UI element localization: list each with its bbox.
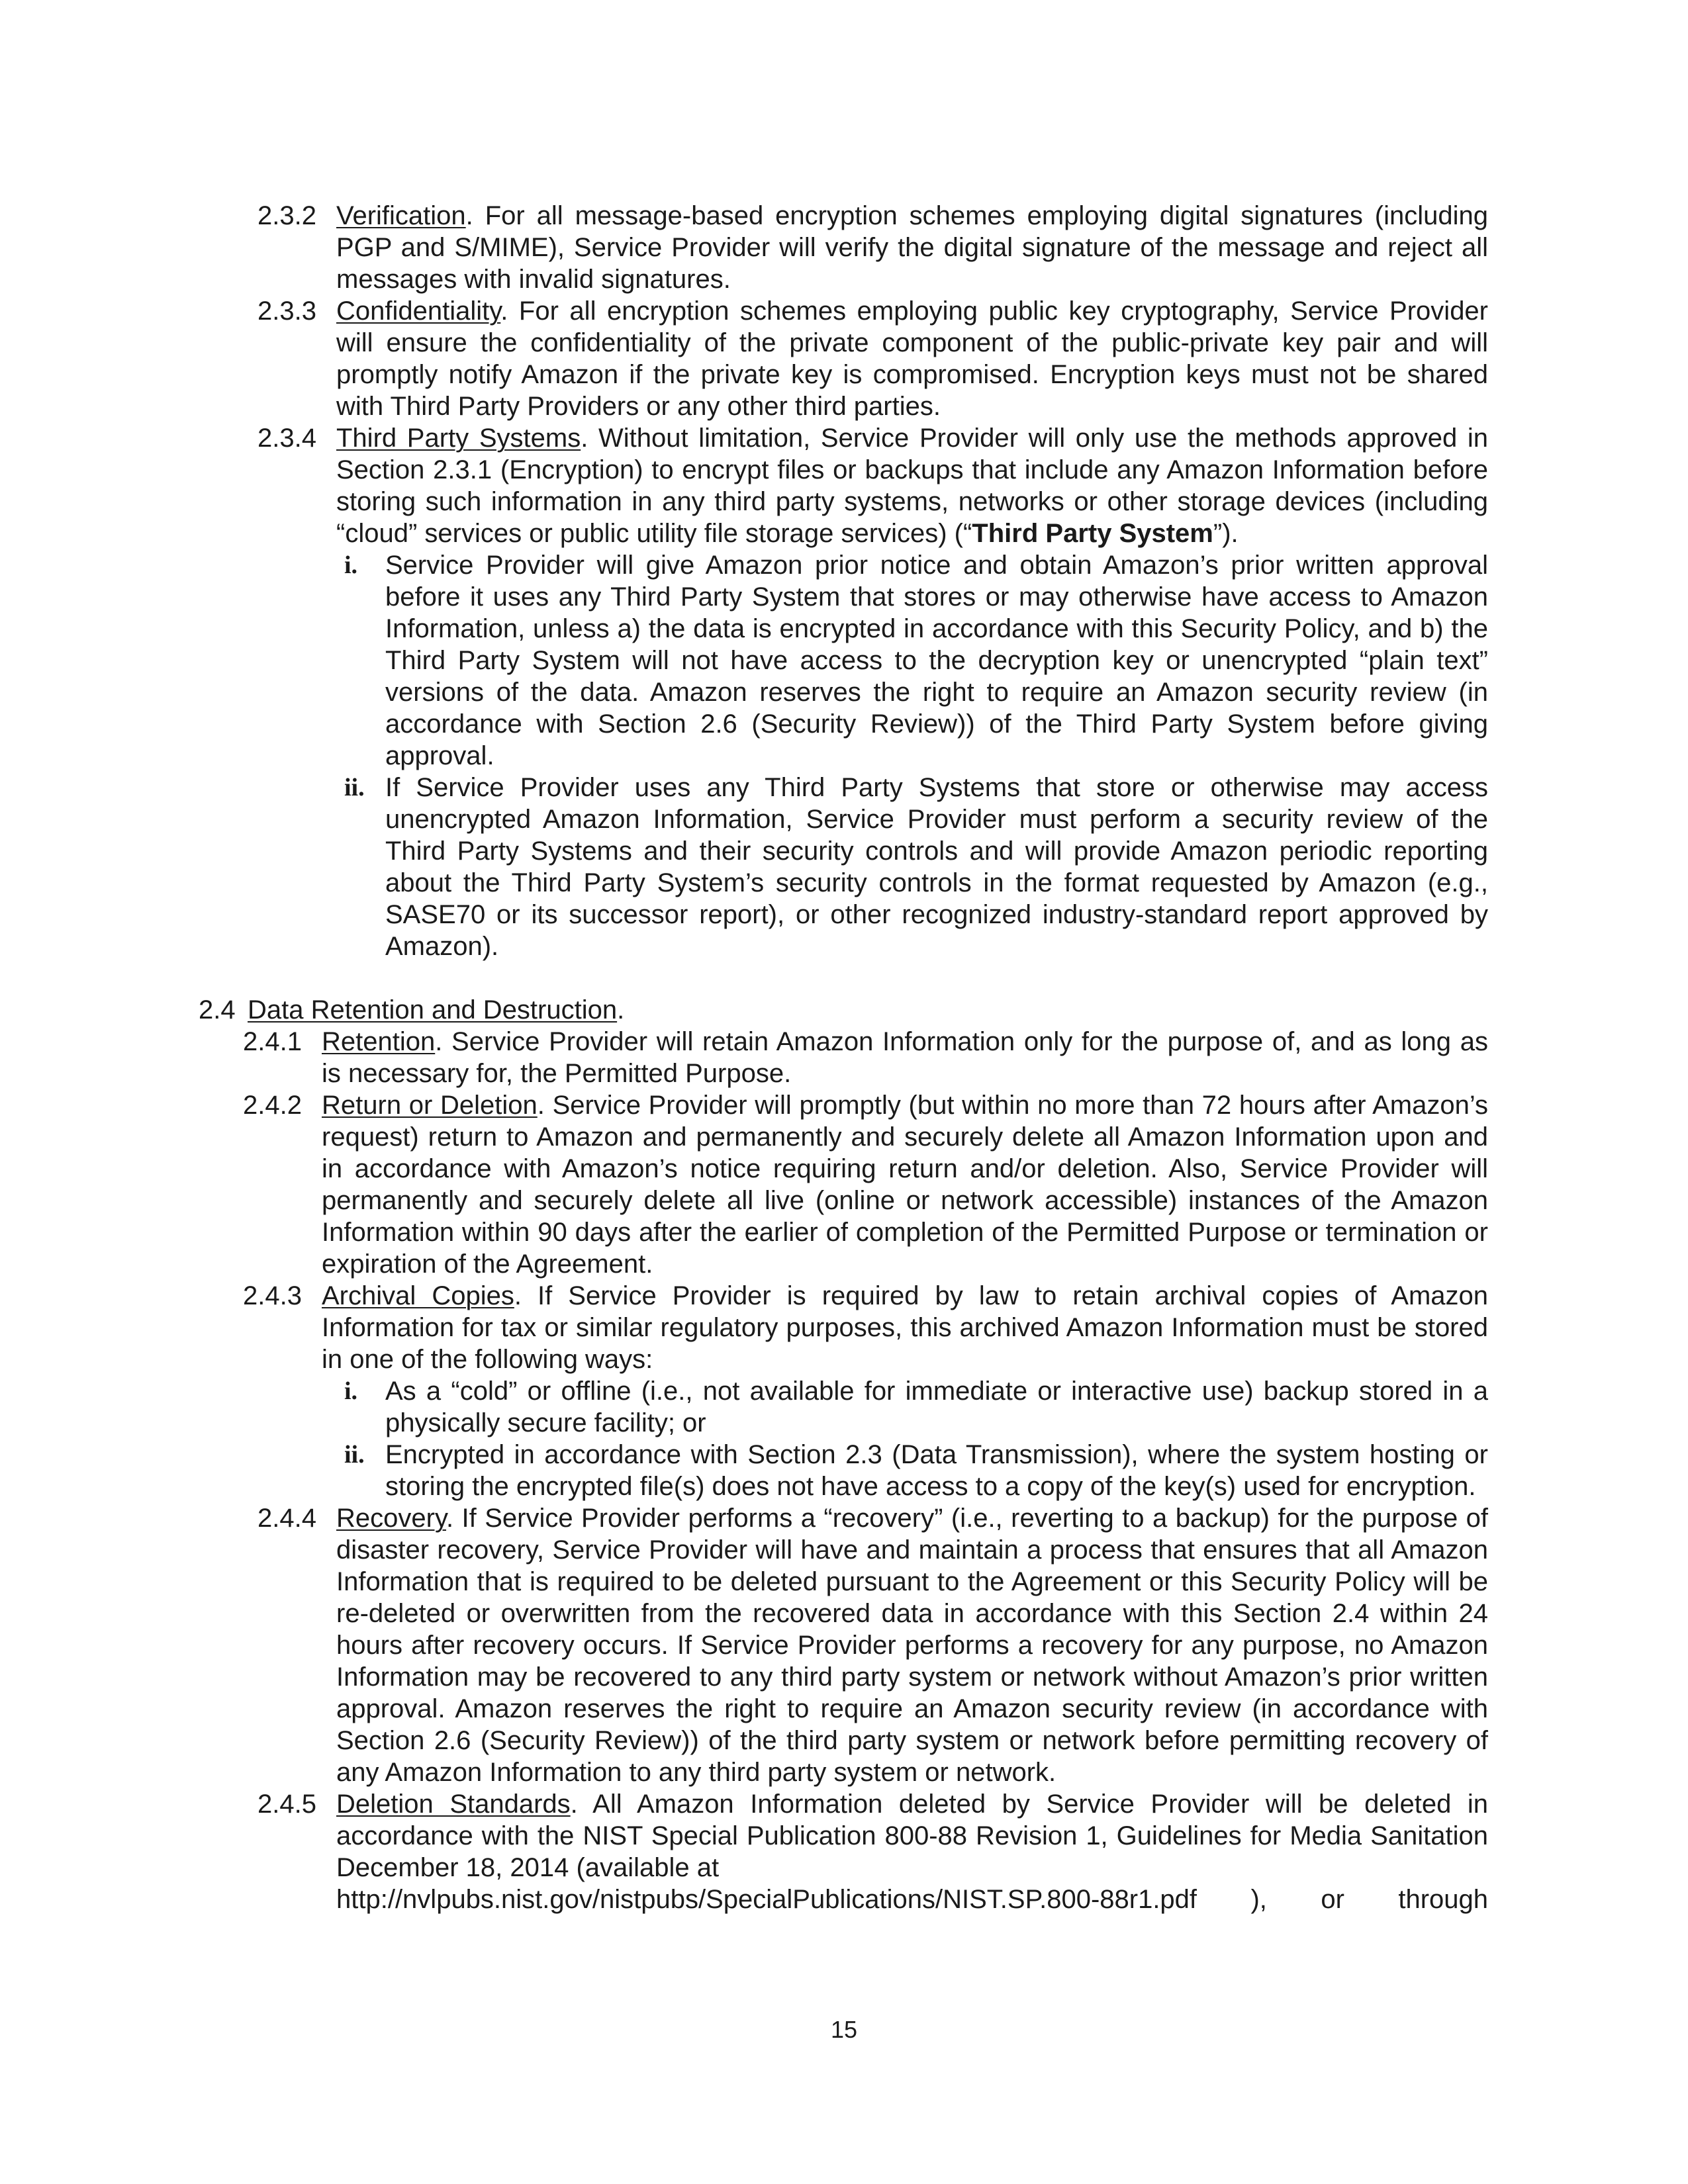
section-text: . If Service Provider is required by law to retain archival copies of Amazon Information for tax or similar regulatory purposes, this archived Amazon Information must be stored in one of the following ways: (322, 1281, 1489, 1374)
section-2-4-3 (0, 1280, 1488, 1375)
page-number: 15 (830, 2016, 858, 2043)
section-title: Data Retention and Destruction (248, 995, 618, 1024)
section-text-end: ”). (1213, 519, 1239, 548)
list-marker: i. (344, 551, 358, 579)
section-2-3-4 (0, 422, 1488, 549)
list-item (0, 549, 1488, 772)
section-text: . Service Provider will retain Amazon Information only for the purpose of, and as long as is necessary for, the Permitted Purpose. (322, 1027, 1488, 1088)
url-or: or (1321, 1885, 1344, 1914)
section-text: . Without limitation, Service Provider will only use the methods approved in Section 2.3.1 (Encryption) to encrypt files or backups that include any Amazon Information before storing such information in any third party systems, networks or other storage devices (including “cloud” services or public utility file storage services) (“ (336, 424, 1488, 548)
section-number: 2.4 (199, 995, 236, 1024)
section-number: 2.3.3 (258, 296, 316, 326)
section-title: Archival Copies (322, 1281, 514, 1310)
section-2-4-2 (0, 1089, 1488, 1280)
spacer (0, 962, 1688, 994)
section-2-3-2 (0, 200, 1488, 295)
list-item-text: If Service Provider uses any Third Party Systems that store or otherwise may access unencrypted Amazon Information, Service Provider must perform a security review of the Third Party Systems and their security controls and will provide Amazon periodic reporting about the Third Party System’s security controls in the format requested by Amazon (e.g., SASE70 or its successor report), or other recognized industry-standard report approved by Amazon). (385, 773, 1488, 961)
section-title: Deletion Standards (336, 1790, 571, 1819)
list-item (0, 1375, 1488, 1439)
section-title: Verification (336, 201, 466, 230)
section-2-4-5 (0, 1788, 1488, 1915)
section-text: . For all message-based encryption schemes employing digital signatures (including PGP and S/MIME), Service Provider will verify the digital signature of the message and reject all messages with invalid signatures. (336, 201, 1488, 294)
section-number: 2.4.1 (243, 1027, 302, 1056)
nist-url: http://nvlpubs.nist.gov/nistpubs/SpecialPublications/NIST.SP.800-88r1.pdf (336, 1885, 1197, 1914)
list-item-text: As a “cold” or offline (i.e., not available for immediate or interactive use) backup stored in a physically secure facility; or (385, 1377, 1488, 1437)
section-number: 2.4.2 (243, 1091, 302, 1120)
url-close: ), (1250, 1885, 1267, 1914)
section-number: 2.3.4 (258, 424, 316, 453)
section-title: Return or Deletion (322, 1091, 538, 1120)
section-text: . For all encryption schemes employing public key cryptography, Service Provider will ensure the confidentiality of the private component of the public-private key pair and will promptly notify Amazon if the private key is compromised. Encryption keys must not be shared with Third Party Providers or any other third parties. (336, 296, 1488, 421)
section-text: . Service Provider will promptly (but within no more than 72 hours after Amazon’s request) return to Amazon and permanently and securely delete all Amazon Information upon and in accordance with Amazon’s notice requiring return and/or deletion. Also, Service Provider will permanently and securely delete all live (online or network accessible) instances of the Amazon Information within 90 days after the earlier of completion of the Permitted Purpose or termination or expiration of the Agreement. (322, 1091, 1489, 1279)
section-text: . If Service Provider performs a “recovery” (i.e., reverting to a backup) for the purpose of disaster recovery, Service Provider will have and maintain a process that ensures that all Amazon Information that is required to be deleted pursuant to the Agreement or this Security Policy will be re-deleted or overwritten from the recovered data in accordance with this Section 2.4 within 24 hours after recovery occurs. If Service Provider performs a recovery for any purpose, no Amazon Information may be recovered to any third party system or network without Amazon’s prior written approval. Amazon reserves the right to require an Amazon security review (in accordance with Section 2.6 (Security Review)) of the third party system or network before permitting recovery of any Amazon Information to any third party system or network. (336, 1504, 1488, 1787)
section-title: Recovery (336, 1504, 446, 1533)
url-line (336, 1884, 1488, 1915)
list-item-text: Service Provider will give Amazon prior notice and obtain Amazon’s prior written approval before it uses any Third Party System that stores or may otherwise have access to Amazon Information, unless a) the data is encrypted in accordance with this Security Policy, and b) the Third Party System will not have access to the decryption key or unencrypted “plain text” versions of the data. Amazon reserves the right to require an Amazon security review (in accordance with Section 2.6 (Security Review)) of the Third Party System before giving approval. (385, 551, 1488, 770)
list-marker: i. (344, 1377, 358, 1405)
section-number: 2.4.4 (258, 1504, 316, 1533)
document-body (0, 200, 1688, 1915)
section-number: 2.3.2 (258, 201, 316, 230)
list-marker: ii. (344, 774, 365, 801)
defined-term: Third Party System (972, 519, 1213, 548)
section-text-end: . (617, 995, 625, 1024)
section-title: Third Party Systems (336, 424, 581, 453)
section-title: Retention (322, 1027, 436, 1056)
section-2-3-3 (0, 295, 1488, 422)
list-item-text: Encrypted in accordance with Section 2.3 (Data Transmission), where the system hosting or storing the encrypted file(s) does not have access to a copy of the key(s) used for encryption. (385, 1440, 1488, 1501)
section-2-4 (0, 994, 1488, 1026)
list-marker: ii. (344, 1441, 365, 1469)
section-2-4-4 (0, 1502, 1488, 1788)
url-through: through (1398, 1885, 1488, 1914)
section-title: Confidentiality (336, 296, 501, 326)
section-number: 2.4.5 (258, 1790, 316, 1819)
section-number: 2.4.3 (243, 1281, 302, 1310)
section-2-4-1 (0, 1026, 1488, 1089)
list-item (0, 1439, 1488, 1502)
list-item (0, 772, 1488, 962)
section-text: . All Amazon Information deleted by Service Provider will be deleted in accordance with the NIST Special Publication 800-88 Revision 1, Guidelines for Media Sanitation December 18, 2014 (available at (336, 1790, 1489, 1882)
